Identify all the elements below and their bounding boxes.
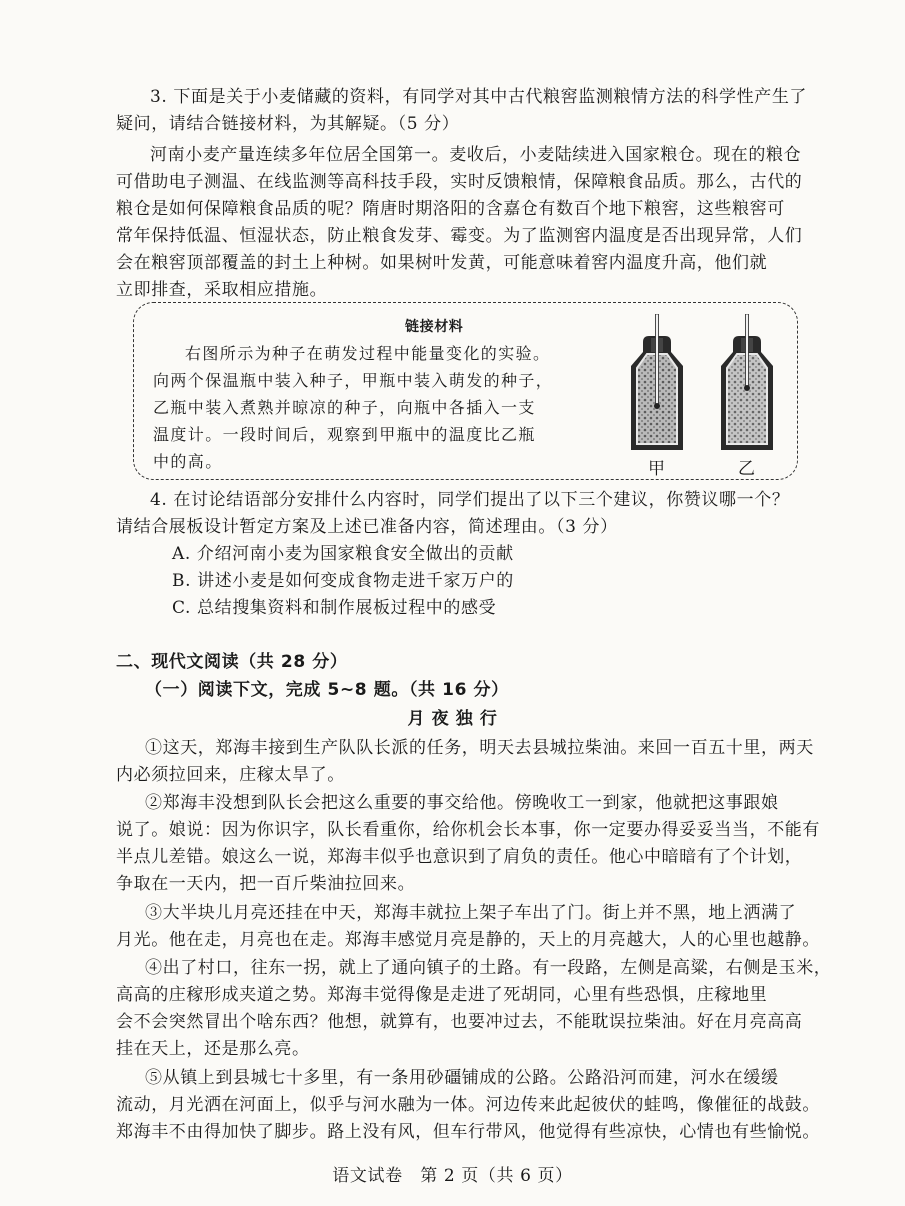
passage-line-2: 内必须拉回来，庄稼太旱了。: [116, 765, 345, 785]
q3-passage-line-2: 可借助电子测温、在线监测等高科技手段，实时反馈粮情，保障粮食品质。那么，古代的: [116, 172, 803, 192]
page-footer: 语文试卷 第 2 页（共 6 页）: [332, 1166, 573, 1186]
q3-line-1: 3. 下面是关于小麦储藏的资料，有同学对其中古代粮窖监测粮情方法的科学性产生了: [150, 87, 808, 107]
passage-line-1: ①这天，郑海丰接到生产队队长派的任务，明天去县城拉柴油。来回一百五十里，两天: [145, 738, 814, 758]
passage-line-4: 说了。娘说：因为你识字，队长看重你，给你机会长本事，你一定要办得妥妥当当，不能有: [116, 820, 820, 840]
q4-line-1: 4. 在讨论结语部分安排什么内容时，同学们提出了以下三个建议，你赞议哪一个？: [150, 490, 790, 510]
label-jia: 甲: [648, 459, 666, 479]
link-line-3: 乙瓶中装入煮熟并晾凉的种子，向瓶中各插入一支: [153, 398, 536, 417]
passage-line-14: 流动，月光洒在河面上，似乎与河水融为一体。河边传来此起彼伏的蛙鸣，像催征的战鼓。: [116, 1095, 820, 1115]
q4-option-c: C. 总结搜集资料和制作展板过程中的感受: [172, 598, 497, 618]
q3-passage-line-1: 河南小麦产量连续多年位居全国第一。麦收后，小麦陆续进入国家粮仓。现在的粮仓: [150, 145, 802, 165]
link-line-1: 右图所示为种子在萌发过程中能量变化的实验。: [185, 344, 551, 363]
q3-passage-line-5: 会在粮窖顶部覆盖的封土上种树。如果树叶发黄，可能意味着窖内温度升高，他们就: [116, 253, 768, 273]
passage-title: 月 夜 独 行: [407, 709, 498, 729]
passage-line-15: 郑海丰不由得加快了脚步。路上没有风，但车行带风，他觉得有些凉快，心情也有些愉悦。: [116, 1122, 820, 1142]
q4-option-b: B. 讲述小麦是如何变成食物走进千家万户的: [172, 571, 514, 591]
passage-line-12: 挂在天上，还是那么亮。: [116, 1039, 310, 1059]
link-material-title: 链接材料: [405, 319, 464, 335]
q3-passage-line-3: 粮仓是如何保障粮食品质的呢？隋唐时期洛阳的含嘉仓有数百个地下粮窖，这些粮窖可: [116, 199, 785, 219]
section2-heading: 二、现代文阅读（共 28 分）: [116, 652, 348, 672]
thermos-bottle-yi-image: [715, 314, 779, 452]
passage-line-3: ②郑海丰没想到队长会把这么重要的事交给他。傍晚收工一到家，他就把这事跟娘: [145, 793, 779, 813]
passage-line-13: ⑤从镇上到县城七十多里，有一条用砂礓铺成的公路。公路沿河而建，河水在缓缓: [145, 1068, 779, 1088]
thermos-bottle-jia-image: [625, 314, 689, 452]
label-yi: 乙: [738, 459, 756, 479]
q4-line-2: 请结合展板设计暂定方案及上述已准备内容，简述理由。（3 分）: [116, 517, 618, 537]
q3-passage-line-6: 立即排查，采取相应措施。: [116, 280, 328, 300]
link-line-5: 中的高。: [153, 452, 223, 471]
q3-line-2: 疑问，请结合链接材料，为其解疑。（5 分）: [116, 114, 460, 134]
q4-option-a: A. 介绍河南小麦为国家粮食安全做出的贡献: [172, 544, 514, 564]
passage-line-11: 会不会突然冒出个啥东西？他想，就算有，也要冲过去，不能耽误拉柴油。好在月亮高高: [116, 1012, 803, 1032]
section2-subheading: （一）阅读下文，完成 5~8 题。（共 16 分）: [145, 680, 509, 700]
q3-passage-line-4: 常年保持低温、恒湿状态，防止粮食发芽、霉变。为了监测窖内温度是否出现异常，人们: [116, 226, 803, 246]
passage-line-6: 争取在一天内，把一百斤柴油拉回来。: [116, 874, 416, 894]
passage-line-10: 高高的庄稼形成夹道之势。郑海丰觉得像是走进了死胡同，心里有些恐惧，庄稼地里: [116, 985, 768, 1005]
passage-line-9: ④出了村口，往东一拐，就上了通向镇子的土路。有一段路，左侧是高粱，右侧是玉米，: [145, 958, 832, 978]
passage-line-5: 半点儿差错。娘这么一说，郑海丰似乎也意识到了肩负的责任。他心中暗暗有了个计划，: [116, 847, 803, 867]
passage-line-8: 月光。他在走，月亮也在走。郑海丰感觉月亮是静的，天上的月亮越大，人的心里也越静。: [116, 930, 820, 950]
passage-line-7: ③大半块儿月亮还挂在中天，郑海丰就拉上架子车出了门。街上并不黑，地上洒满了: [145, 903, 797, 923]
link-line-2: 向两个保温瓶中装入种子，甲瓶中装入萌发的种子，: [153, 371, 554, 390]
link-line-4: 温度计。一段时间后，观察到甲瓶中的温度比乙瓶: [153, 425, 536, 444]
